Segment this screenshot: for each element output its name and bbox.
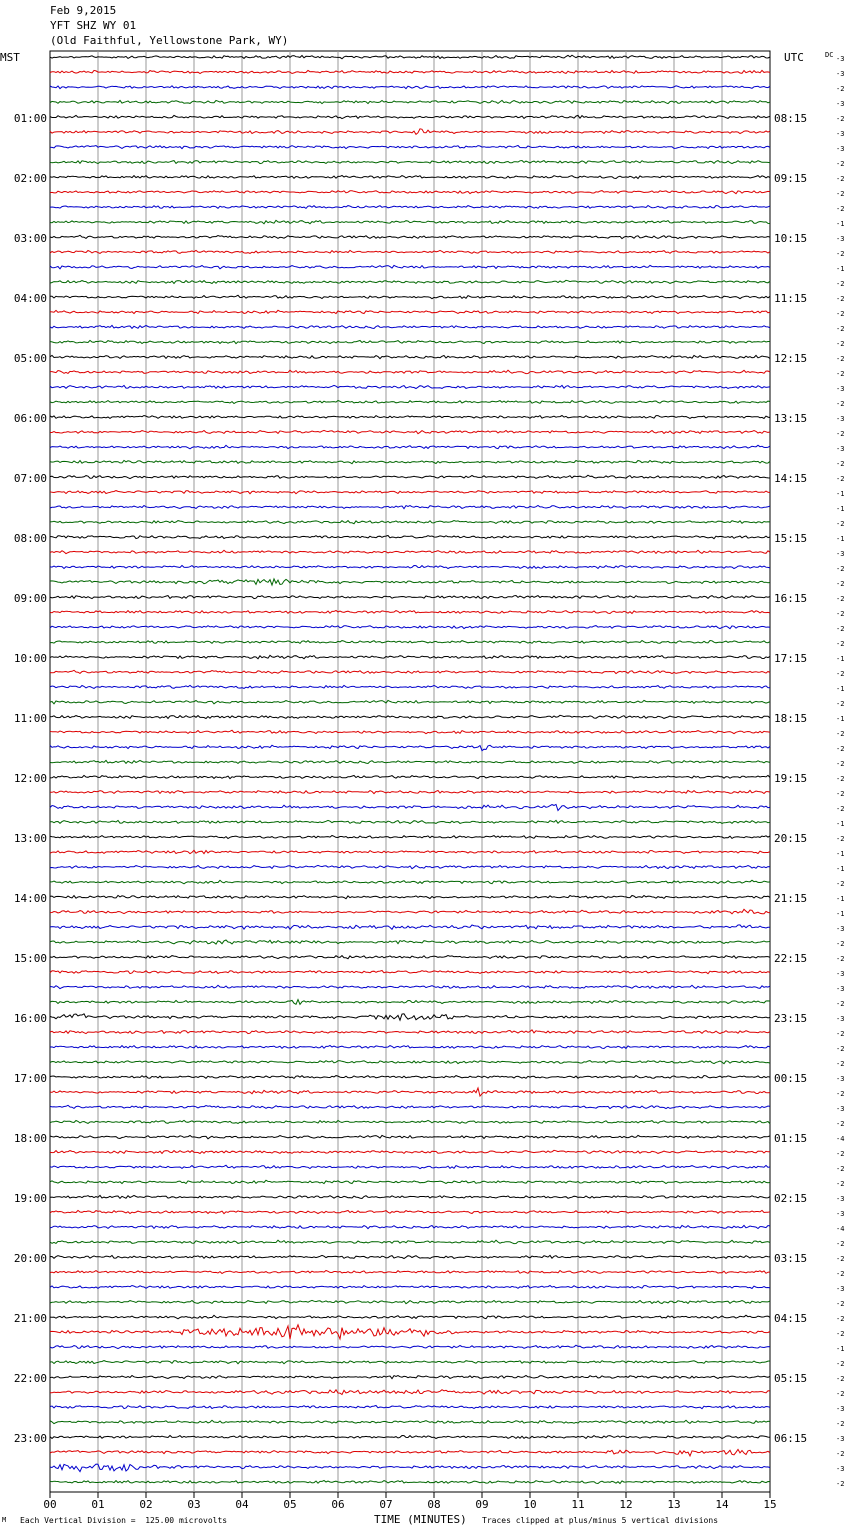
dc-offset-value: -3 [836,1075,845,1083]
utc-hour-label: 09:15 [774,172,808,185]
dc-offset-value: -2 [836,760,845,768]
mst-hour-label: 07:00 [13,472,47,485]
dc-offset-value: -4 [836,1135,845,1143]
trace-row-89 [50,1390,770,1395]
trace-row-45 [50,730,770,733]
dc-offset-value: -3 [836,1195,845,1203]
trace-row-55 [50,880,770,884]
trace-row-25 [50,430,770,433]
trace-row-34 [50,566,770,569]
dc-offset-value: -2 [836,310,845,318]
trace-row-35 [50,579,770,585]
trace-row-41 [50,670,770,673]
mst-hour-label: 01:00 [13,112,47,125]
dc-offset-value: -2 [836,1420,845,1428]
utc-axis-title: UTC [784,51,804,64]
utc-hour-label: 03:15 [774,1252,808,1265]
station-location: (Old Faithful, Yellowstone Park, WY) [50,34,289,47]
dc-offset-value: -2 [836,1000,845,1008]
dc-offset-value: -3 [836,130,845,138]
trace-row-57 [50,909,770,914]
dc-offset-value: -1 [836,715,845,723]
dc-offset-value: -2 [836,190,845,198]
dc-offset-value: -1 [836,655,845,663]
trace-row-32 [50,536,770,539]
mst-hour-label: 17:00 [13,1072,47,1085]
trace-row-20 [50,355,770,358]
dc-offset-value: -3 [836,1105,845,1113]
utc-hour-label: 04:15 [774,1312,808,1325]
trace-row-4 [50,115,770,118]
dc-offset-value: -2 [836,610,845,618]
trace-row-3 [50,100,770,103]
dc-offset-value: -2 [836,1165,845,1173]
trace-row-51 [50,820,770,823]
dc-offset-value: -2 [836,430,845,438]
dc-offset-value: -1 [836,535,845,543]
dc-offset-value: -2 [836,1090,845,1098]
utc-hour-label: 21:15 [774,892,808,905]
trace-row-93 [50,1449,770,1456]
mst-hour-label: 14:00 [13,892,47,905]
dc-offset-value: -2 [836,1270,845,1278]
trace-row-72 [50,1135,770,1138]
dc-offset-value: -2 [836,355,845,363]
trace-row-47 [50,760,770,763]
trace-row-46 [50,745,770,750]
utc-hour-label: 19:15 [774,772,808,785]
trace-row-95 [50,1481,770,1484]
dc-offset-value: -2 [836,640,845,648]
x-tick-label: 05 [283,1498,297,1511]
dc-offset-value: -3 [836,970,845,978]
trace-row-80 [50,1255,770,1258]
trace-row-23 [50,401,770,404]
utc-hour-label: 22:15 [774,952,808,965]
dc-offset-value: -3 [836,1015,845,1023]
trace-row-66 [50,1046,770,1049]
trace-row-42 [50,685,770,688]
dc-offset-value: -1 [836,685,845,693]
dc-offset-value: -2 [836,1240,845,1248]
dc-offset-value: -1 [836,505,845,513]
trace-row-38 [50,626,770,629]
trace-row-82 [50,1286,770,1289]
dc-offset-value: -2 [836,1450,845,1458]
mst-hour-label: 06:00 [13,412,47,425]
trace-row-68 [50,1076,770,1079]
dc-offset-value: -3 [836,925,845,933]
trace-row-6 [50,146,770,149]
dc-offset-value: -2 [836,1315,845,1323]
trace-row-13 [50,250,770,253]
trace-row-60 [50,956,770,959]
mst-hour-label: 15:00 [13,952,47,965]
utc-hour-label: 00:15 [774,1072,808,1085]
dc-offset-value: -2 [836,1030,845,1038]
trace-row-36 [50,596,770,599]
trace-row-78 [50,1225,770,1228]
clip-note: Traces clipped at plus/minus 5 vertical divisions [482,1516,719,1525]
dc-offset-value: -1 [836,895,845,903]
trace-row-90 [50,1406,770,1409]
dc-offset-value: -2 [836,745,845,753]
dc-offset-value: -2 [836,775,845,783]
trace-row-43 [50,700,770,703]
utc-hour-label: 18:15 [774,712,808,725]
trace-row-19 [50,340,770,343]
dc-offset-value: -2 [836,595,845,603]
trace-row-86 [50,1345,770,1348]
trace-row-14 [50,265,770,268]
trace-row-15 [50,280,770,283]
trace-row-83 [50,1300,770,1303]
dc-offset-value: -2 [836,520,845,528]
trace-row-33 [50,550,770,553]
trace-row-1 [50,70,770,73]
utc-hour-label: 16:15 [774,592,808,605]
trace-row-54 [50,865,770,868]
dc-offset-value: -2 [836,115,845,123]
dc-offset-value: -2 [836,790,845,798]
dc-offset-value: -2 [836,280,845,288]
mst-hour-label: 10:00 [13,652,47,665]
x-axis-title: TIME (MINUTES) [374,1513,467,1526]
utc-hour-label: 02:15 [774,1192,808,1205]
x-tick-label: 11 [571,1498,585,1511]
dc-offset-value: -1 [836,850,845,858]
dc-offset-value: -2 [836,880,845,888]
utc-hour-label: 01:15 [774,1132,808,1145]
dc-offset-value: -2 [836,1180,845,1188]
dc-offset-value: -3 [836,1465,845,1473]
trace-row-91 [50,1420,770,1423]
utc-hour-label: 08:15 [774,112,808,125]
dc-offset-value: -2 [836,1480,845,1488]
utc-hour-label: 13:15 [774,412,808,425]
trace-row-39 [50,641,770,644]
trace-row-8 [50,176,770,179]
dc-offset-value: -2 [836,475,845,483]
trace-row-85 [50,1325,770,1339]
dc-offset-value: -2 [836,1300,845,1308]
dc-offset-value: -2 [836,250,845,258]
utc-hour-label: 05:15 [774,1372,808,1385]
dc-offset-value: -2 [836,370,845,378]
dc-offset-value: -2 [836,340,845,348]
trace-row-56 [50,895,770,898]
vertical-division-note: Each Vertical Division = 125.00 microvolts [20,1516,228,1525]
dc-offset-value: -3 [836,1405,845,1413]
trace-row-67 [50,1061,770,1064]
mst-hour-label: 05:00 [13,352,47,365]
dc-offset-value: -2 [836,400,845,408]
dc-offset-value: -2 [836,1060,845,1068]
dc-offset-value: -2 [836,85,845,93]
trace-row-61 [50,971,770,974]
utc-hour-label: 17:15 [774,652,808,665]
footer-mark: M [2,1516,7,1524]
dc-offset-value: -2 [836,325,845,333]
dc-offset-value: -3 [836,550,845,558]
dc-offset-value: -2 [836,295,845,303]
plot-date: Feb 9,2015 [50,4,117,17]
trace-row-5 [50,129,770,135]
dc-offset-value: -2 [836,1045,845,1053]
dc-offset-value: -2 [836,175,845,183]
x-tick-label: 15 [763,1498,777,1511]
trace-row-58 [50,925,770,930]
trace-row-22 [50,385,770,388]
utc-hour-label: 11:15 [774,292,808,305]
utc-hour-label: 15:15 [774,532,808,545]
dc-offset-value: -3 [836,1435,845,1443]
mst-hour-label: 11:00 [13,712,47,725]
dc-offset-value: -2 [836,700,845,708]
x-tick-label: 03 [187,1498,201,1511]
dc-offset-value: -2 [836,940,845,948]
mst-hour-label: 19:00 [13,1192,47,1205]
dc-offset-value: -3 [836,445,845,453]
trace-row-84 [50,1315,770,1319]
dc-offset-value: -3 [836,985,845,993]
dc-offset-value: -3 [836,1210,845,1218]
dc-offset-value: -3 [836,100,845,108]
x-tick-label: 06 [331,1498,345,1511]
x-tick-label: 13 [667,1498,681,1511]
utc-hour-label: 12:15 [774,352,808,365]
dc-offset-value: -1 [836,490,845,498]
trace-row-24 [50,416,770,419]
mst-hour-label: 16:00 [13,1012,47,1025]
dc-offset-value: -1 [836,865,845,873]
trace-row-70 [50,1105,770,1108]
dc-offset-value: -2 [836,460,845,468]
dc-offset-value: -2 [836,730,845,738]
utc-hour-label: 20:15 [774,832,808,845]
trace-row-94 [50,1464,770,1472]
trace-row-65 [50,1030,770,1034]
dc-offset-value: -3 [836,385,845,393]
trace-row-0 [50,55,770,59]
trace-row-75 [50,1180,770,1183]
trace-row-71 [50,1120,770,1123]
dc-offset-value: -2 [836,160,845,168]
dc-offset-value: -2 [836,1255,845,1263]
mst-hour-label: 08:00 [13,532,47,545]
dc-offset-value: -4 [836,1225,845,1233]
dc-offset-value: -3 [836,55,845,63]
trace-row-59 [50,940,770,944]
dc-offset-value: -2 [836,670,845,678]
utc-hour-label: 23:15 [774,1012,808,1025]
mst-hour-label: 09:00 [13,592,47,605]
trace-row-21 [50,370,770,373]
dc-offset-value: -2 [836,1150,845,1158]
trace-row-44 [50,715,770,718]
x-tick-label: 07 [379,1498,393,1511]
trace-row-77 [50,1210,770,1213]
trace-row-18 [50,325,770,328]
utc-hour-label: 06:15 [774,1432,808,1445]
mst-hour-label: 04:00 [13,292,47,305]
trace-row-53 [50,850,770,853]
trace-row-88 [50,1376,770,1379]
x-tick-label: 01 [91,1498,105,1511]
mst-hour-label: 23:00 [13,1432,47,1445]
mst-hour-label: 22:00 [13,1372,47,1385]
dc-offset-value: -3 [836,70,845,78]
x-tick-label: 08 [427,1498,441,1511]
trace-row-40 [50,655,770,658]
trace-row-73 [50,1150,770,1153]
mst-hour-label: 20:00 [13,1252,47,1265]
dc-offset-value: -3 [836,1285,845,1293]
dc-offset-value: -3 [836,145,845,153]
dc-offset-value: -2 [836,955,845,963]
dc-offset-value: -2 [836,580,845,588]
dc-offset-value: -2 [836,835,845,843]
trace-row-29 [50,491,770,494]
trace-row-27 [50,460,770,463]
trace-row-50 [50,804,770,810]
trace-row-64 [50,1014,770,1020]
trace-row-7 [50,161,770,164]
dc-offset-value: -3 [836,235,845,243]
trace-row-92 [50,1436,770,1439]
trace-row-28 [50,475,770,478]
trace-row-17 [50,310,770,313]
mst-hour-label: 18:00 [13,1132,47,1145]
mst-hour-label: 03:00 [13,232,47,245]
trace-row-31 [50,521,770,524]
x-tick-label: 10 [523,1498,537,1511]
dc-offset-value: -1 [836,910,845,918]
dc-offset-value: -2 [836,805,845,813]
mst-hour-label: 02:00 [13,172,47,185]
x-tick-label: 00 [43,1498,57,1511]
trace-row-48 [50,775,770,778]
x-tick-label: 12 [619,1498,633,1511]
trace-row-74 [50,1165,770,1168]
mst-axis-title: MST [0,51,20,64]
dc-offset-value: -3 [836,415,845,423]
utc-hour-label: 14:15 [774,472,808,485]
trace-row-76 [50,1195,770,1198]
x-tick-label: 14 [715,1498,729,1511]
trace-row-2 [50,86,770,89]
mst-hour-label: 21:00 [13,1312,47,1325]
station-code: YFT SHZ WY 01 [50,19,137,32]
trace-row-87 [50,1361,770,1364]
trace-row-12 [50,235,770,238]
dc-offset-value: -1 [836,820,845,828]
dc-offset-value: -2 [836,565,845,573]
trace-row-63 [50,1000,770,1005]
trace-row-9 [50,191,770,194]
dc-offset-value: -1 [836,265,845,273]
trace-row-69 [50,1088,770,1096]
trace-row-10 [50,206,770,209]
dc-offset-value: -2 [836,1390,845,1398]
mst-hour-label: 12:00 [13,772,47,785]
dc-offset-value: -2 [836,205,845,213]
trace-row-49 [50,790,770,793]
dc-offset-value: -1 [836,220,845,228]
trace-row-30 [50,506,770,509]
mst-hour-label: 13:00 [13,832,47,845]
x-tick-label: 02 [139,1498,153,1511]
trace-row-52 [50,836,770,839]
trace-row-11 [50,220,770,223]
dc-offset-value: -2 [836,1330,845,1338]
dc-offset-value: -2 [836,625,845,633]
dc-column-title: DC [825,51,834,59]
trace-row-62 [50,985,770,988]
trace-row-79 [50,1240,770,1243]
trace-row-37 [50,611,770,614]
utc-hour-label: 10:15 [774,232,808,245]
dc-offset-value: -2 [836,1360,845,1368]
trace-row-16 [50,295,770,298]
trace-row-26 [50,445,770,449]
dc-offset-value: -2 [836,1375,845,1383]
x-tick-label: 09 [475,1498,489,1511]
dc-offset-value: -2 [836,1120,845,1128]
trace-row-81 [50,1271,770,1274]
x-tick-label: 04 [235,1498,249,1511]
dc-offset-value: -1 [836,1345,845,1353]
